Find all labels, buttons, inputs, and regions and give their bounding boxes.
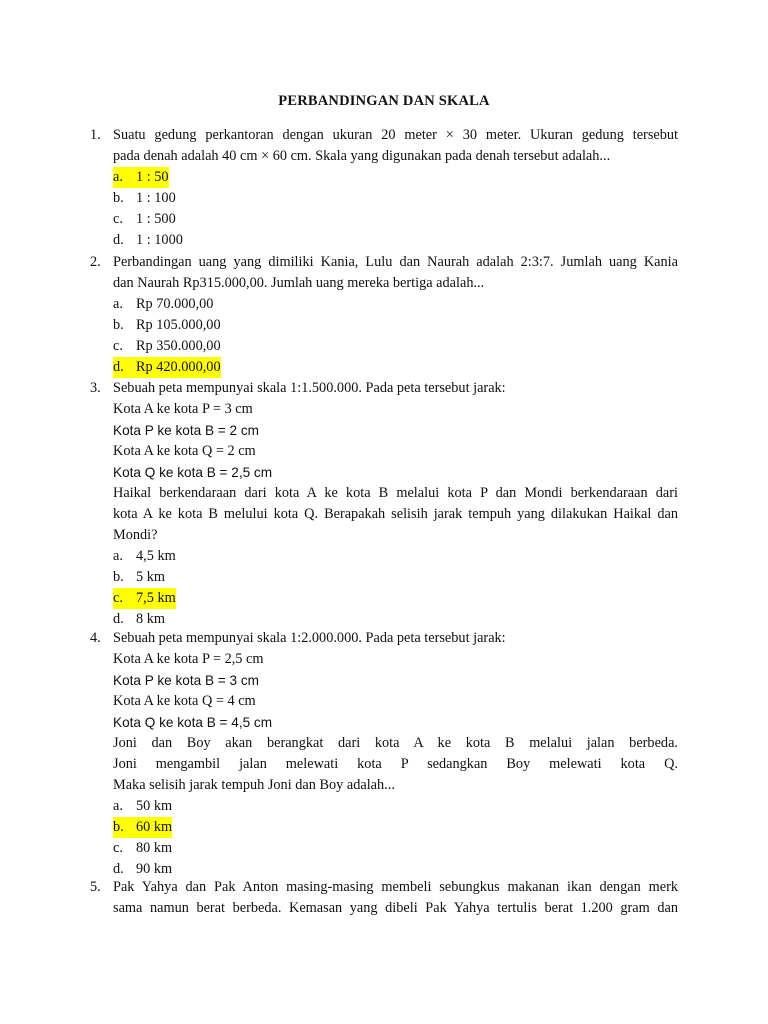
option-letter: a. [113,798,123,814]
option-text: 1 : 1000 [136,232,183,248]
distance-line: Kota Q ke kota B = 2,5 cm [113,465,273,480]
option-text: 1 : 50 [134,167,169,188]
option-a [113,796,678,817]
question-text-line: sama namun berat berbeda. Kemasan yang dibeli Pak Yahya tertulis berat 1.200 gram dan [113,900,678,916]
option-letter: a. [113,167,135,188]
option-c [113,209,678,230]
option-letter: a. [113,296,123,312]
question-intro: Sebuah peta mempunyai skala 1:1.500.000. Pada peta tersebut jarak: [113,380,506,396]
distance-line: Kota P ke kota B = 3 cm [113,673,259,688]
question-4 [90,628,678,880]
option-text: 90 km [136,861,173,877]
option-text: 7,5 km [134,588,176,609]
option-text: 5 km [136,569,165,585]
question-number: 4. [90,630,101,646]
option-text: Rp 420.000,00 [134,357,221,378]
option-c-highlighted [113,588,678,609]
question-text-line: Perbandingan uang yang dimiliki Kania, Lulu dan Naurah adalah 2:3:7. Jumlah uang Kania [113,254,678,270]
distance-line: Kota A ke kota Q = 4 cm [113,693,256,709]
option-a [113,294,678,315]
question-5 [90,877,678,919]
distance-line: Kota A ke kota P = 3 cm [113,401,253,417]
question-text-line: Joni dan Boy akan berangkat dari kota A ke kota B melalui jalan berbeda. [113,735,678,751]
option-letter: c. [113,338,123,354]
option-text: Rp 350.000,00 [136,338,221,354]
option-c [113,336,678,357]
option-letter: b. [113,569,124,585]
question-number: 1. [90,127,101,143]
question-intro: Sebuah peta mempunyai skala 1:2.000.000. Pada peta tersebut jarak: [113,630,506,646]
distance-line: Kota A ke kota P = 2,5 cm [113,651,264,667]
question-2 [90,252,678,378]
option-b [113,188,678,209]
option-letter: d. [113,357,136,378]
option-letter: b. [113,817,136,838]
option-text: 80 km [136,840,173,856]
question-text-line: Maka selisih jarak tempuh Joni dan Boy adalah... [113,777,395,793]
option-letter: d. [113,861,124,877]
option-letter: c. [113,588,135,609]
option-text: 4,5 km [136,548,176,564]
option-letter: b. [113,190,124,206]
option-text: 1 : 100 [136,190,176,206]
option-letter: b. [113,317,124,333]
option-c [113,838,678,859]
question-number: 5. [90,879,101,895]
question-number: 2. [90,254,101,270]
question-1 [90,125,678,251]
distance-line: Kota A ke kota Q = 2 cm [113,443,256,459]
option-d [113,230,678,251]
option-letter: a. [113,548,123,564]
option-text: Rp 70.000,00 [136,296,214,312]
option-letter: d. [113,232,124,248]
option-text: 50 km [136,798,173,814]
option-text: 60 km [134,817,172,838]
question-text-line: Suatu gedung perkantoran dengan ukuran 20 meter × 30 meter. Ukuran gedung tersebut [113,127,678,143]
option-a [113,546,678,567]
question-text-line: dan Naurah Rp315.000,00. Jumlah uang mereka bertiga adalah... [113,275,485,291]
option-d [113,609,678,630]
question-text-line: Pak Yahya dan Pak Anton masing-masing membeli sebungkus makanan ikan dengan merk [113,879,678,895]
question-number: 3. [90,380,101,396]
question-3 [90,378,678,630]
option-b [113,315,678,336]
option-b [113,567,678,588]
option-letter: d. [113,611,124,627]
distance-line: Kota Q ke kota B = 4,5 cm [113,715,273,730]
question-text-line: Haikal berkendaraan dari kota A ke kota B melalui kota P dan Mondi berkendaraan dari [113,485,678,501]
question-text-line: kota A ke kota B melului kota Q. Berapakah selisih jarak tempuh yang dilakukan Haikal dan [113,506,678,522]
option-text: Rp 105.000,00 [136,317,221,333]
option-text: 8 km [136,611,165,627]
question-text-line: pada denah adalah 40 cm × 60 cm. Skala yang digunakan pada denah tersebut adalah... [113,148,611,164]
question-text-line: Joni mengambil jalan melewati kota P sedangkan Boy melewati kota Q. [113,756,678,772]
option-a-highlighted [113,167,678,188]
option-letter: c. [113,840,123,856]
option-letter: c. [113,211,123,227]
option-b-highlighted [113,817,678,838]
question-text-line: Mondi? [113,527,158,543]
option-d-highlighted [113,357,678,378]
page-title: PERBANDINGAN DAN SKALA [278,93,490,109]
distance-line: Kota P ke kota B = 2 cm [113,423,259,438]
option-text: 1 : 500 [136,211,176,227]
